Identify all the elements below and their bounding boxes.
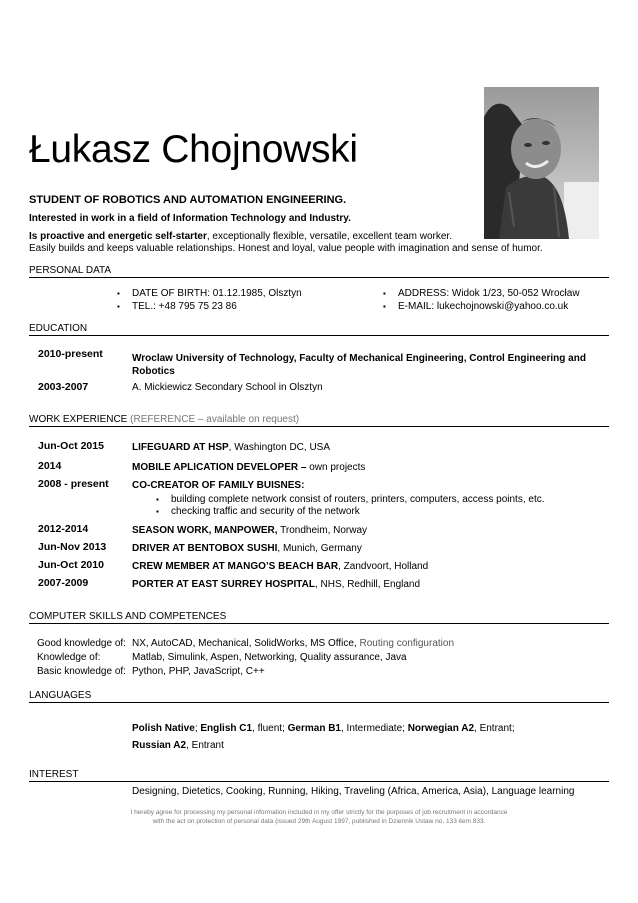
- lang-norwegian: Norwegian A2: [407, 723, 475, 734]
- summary-bold: Is proactive and energetic self-starter: [29, 231, 207, 242]
- consent-clause-line-2: with the act on protection of personal data (issued 29th August 1997, published in Dziennik Ustaw no. 133 item 833.: [152, 818, 486, 825]
- skill-label: Knowledge of:: [37, 652, 101, 663]
- work-desc: [132, 542, 602, 555]
- lang-polish: Polish Native: [132, 723, 195, 734]
- date-of-birth: ▪ DATE OF BIRTH: 01.12.1985, Olsztyn: [132, 288, 302, 299]
- address: ▪ ADDRESS: Widok 1/23, 50-052 Wrocław: [398, 288, 580, 299]
- work-date: 2008 - present: [38, 478, 109, 490]
- work-detail: , Zandvoort, Holland: [338, 561, 429, 572]
- family-business-bullet: ▪ checking traffic and security of the network: [171, 506, 360, 517]
- family-business-bullet: ▪ building complete network consist of routers, printers, computers, access points, etc.: [171, 494, 545, 505]
- education-date: 2003-2007: [38, 381, 89, 393]
- work-desc: [132, 524, 602, 537]
- summary-line-1: [29, 231, 452, 242]
- section-heading-skills: COMPUTER SKILLS AND COMPETENCES: [29, 611, 609, 624]
- work-title: MOBILE APLICATION DEVELOPER –: [132, 462, 307, 473]
- work-title: PORTER AT EAST SURREY HOSPITAL: [132, 579, 315, 590]
- lang-german: German B1: [287, 723, 341, 734]
- work-date: 2007-2009: [38, 577, 89, 589]
- section-heading-interest: INTEREST: [29, 769, 609, 782]
- work-detail: , Munich, Germany: [277, 543, 362, 554]
- lang-russian: Russian A2: [132, 740, 187, 751]
- work-desc: [132, 560, 602, 573]
- work-title: CO-CREATOR OF FAMILY BUISNES:: [132, 480, 305, 491]
- work-title: CREW MEMBER AT MANGO’S BEACH BAR: [132, 561, 339, 572]
- section-heading-education: EDUCATION: [29, 323, 609, 336]
- consent-clause-line-1: I hereby agree for processing my personal information included in my offer strictly for the purposes of job recruitment in accordance: [130, 809, 508, 816]
- languages-line-1: [132, 722, 602, 735]
- work-date: Jun-Oct 2010: [38, 559, 104, 571]
- languages-line-2: [132, 739, 602, 752]
- work-detail: , NHS, Redhill, England: [314, 579, 421, 590]
- section-heading-work: [29, 414, 609, 427]
- work-detail: own projects: [306, 462, 366, 473]
- work-title: LIFEGUARD AT HSP: [132, 442, 229, 453]
- work-date: 2014: [38, 460, 62, 472]
- headline: STUDENT OF ROBOTICS AND AUTOMATION ENGINEERING.: [29, 194, 347, 206]
- lang-sep: ;: [194, 723, 201, 734]
- profile-photo: [484, 87, 599, 239]
- work-desc: [132, 578, 602, 591]
- education-date: 2010-present: [38, 348, 103, 360]
- work-desc: [132, 479, 602, 492]
- skill-text: [132, 638, 454, 649]
- summary-line-2: Easily builds and keeps valuable relationships. Honest and loyal, value people with imagination and sense of humor.: [29, 243, 543, 254]
- work-date: Jun-Oct 2015: [38, 440, 104, 452]
- work-desc: [132, 441, 602, 454]
- lang-english: English C1: [200, 723, 253, 734]
- education-desc: Wroclaw University of Technology, Faculty of Mechanical Engineering, Control Engineering and Robotics: [132, 353, 586, 377]
- work-title: SEASON WORK, MANPOWER,: [132, 525, 278, 536]
- work-detail: Trondheim, Norway: [277, 525, 368, 536]
- summary-rest: , exceptionally flexible, versatile, excellent team worker.: [206, 231, 452, 242]
- skill-items-extra: Routing configuration: [356, 638, 455, 649]
- telephone: ▪ TEL.: +48 795 75 23 86: [132, 301, 237, 312]
- skill-items: NX, AutoCAD, Mechanical, SolidWorks, MS Office,: [132, 638, 357, 649]
- candidate-name: Łukasz Chojnowski: [29, 128, 358, 171]
- section-heading-personal: PERSONAL DATA: [29, 265, 609, 278]
- work-date: 2012-2014: [38, 523, 89, 535]
- section-heading-languages: LANGUAGES: [29, 690, 609, 703]
- skill-label: Good knowledge of:: [37, 638, 126, 649]
- lang-german-level: , Intermediate;: [341, 723, 408, 734]
- email: ▪ E-MAIL: lukechojnowski@yahoo.co.uk: [398, 301, 568, 312]
- skill-text: Matlab, Simulink, Aspen, Networking, Quality assurance, Java: [132, 652, 407, 663]
- work-detail: , Washington DC, USA: [228, 442, 331, 453]
- interest-text: Designing, Dietetics, Cooking, Running, Hiking, Traveling (Africa, America, Asia), Language learning: [132, 786, 575, 797]
- work-desc: [132, 461, 602, 474]
- education-desc: A. Mickiewicz Secondary School in Olsztyn: [132, 382, 323, 393]
- lang-norwegian-level: , Entrant;: [474, 723, 515, 734]
- lang-english-level: , fluent;: [252, 723, 288, 734]
- skill-label: Basic knowledge of:: [37, 666, 126, 677]
- interest-statement: Interested in work in a field of Information Technology and Industry.: [29, 213, 351, 224]
- work-reference-note: (REFERENCE – available on request): [130, 414, 300, 425]
- work-date: Jun-Nov 2013: [38, 541, 107, 553]
- lang-russian-level: , Entrant: [186, 740, 224, 751]
- skill-text: Python, PHP, JavaScript, C++: [132, 666, 265, 677]
- work-heading-text: WORK EXPERIENCE: [29, 414, 128, 425]
- work-title: DRIVER AT BENTOBOX SUSHI: [132, 543, 278, 554]
